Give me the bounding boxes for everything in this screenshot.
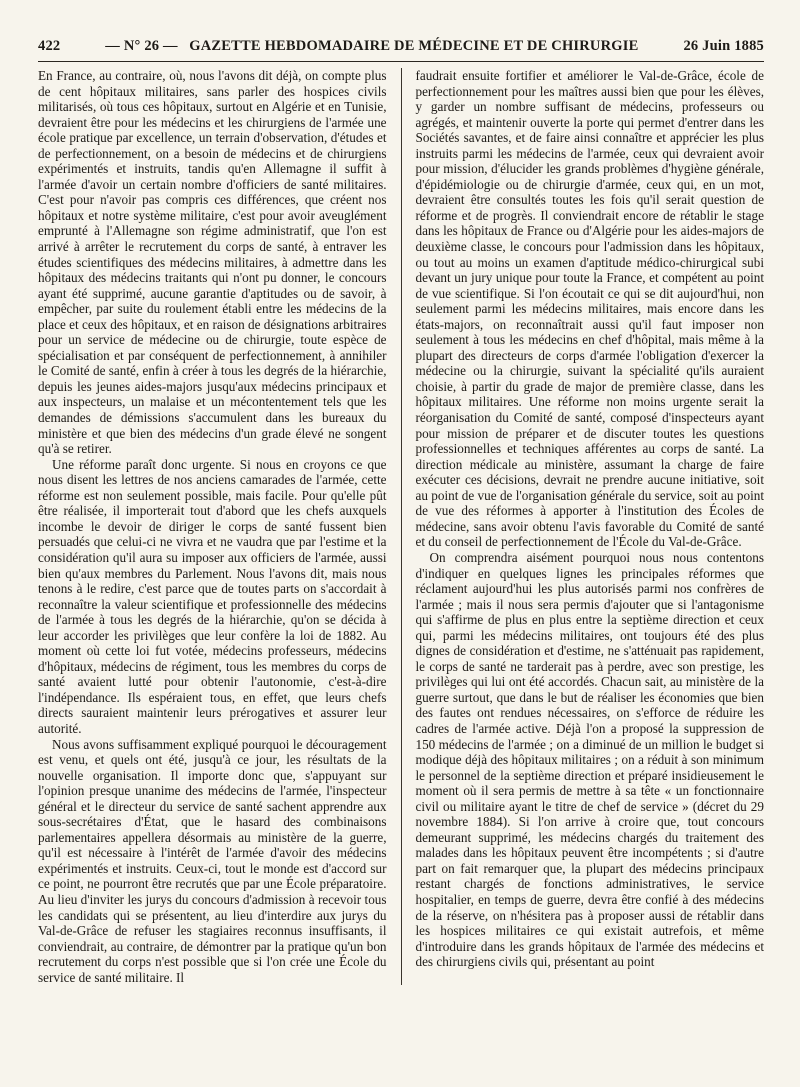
header-rule bbox=[38, 61, 764, 62]
paragraph: Nous avons suffisamment expliqué pourquoi le découragement est venu, et quels ont été, jusqu'à ce jour, les résultats de la nouvelle organisation. Il importe donc que, s'appuyant sur l'opinion presque unanime des médecins de l'armée, l'inspecteur général et le directeur du service de santé sachent apprendre aux sous-secrétaires d'État, que le hasard des combinaisons parlementaires appellera désormais au ministère de la guerre, qu'il est nécessaire à l'intérêt de l'armée d'avoir des médecins expérimentés et instruits. Ceux-ci, tout le monde est d'accord sur ce point, ne pourront être recrutés que par une École préparatoire. Au lieu d'inviter les jurys du concours d'admission à recevoir tous les candidats qui se présentent, au lieu d'interdire aux jurys du Val-de-Grâce de refuser les stagiaires reconnus insuffisants, il conviendrait, au contraire, de démontrer par la pratique qu'un bon recrutement du corps n'est possible que si l'on crée une École du service de santé militaire. Il bbox=[38, 736, 387, 985]
paragraph: En France, au contraire, où, nous l'avons dit déjà, on compte plus de cent hôpitaux militaires, sans parler des hospices civils militarisés, où tous ces hôpitaux, surtout en Algérie et en Tunisie, devraient être pour les médecins et les chirurgiens de l'armée une école pratique par excellence, un terrain d'observation, d'études et de perfectionnement, on a besoin de médecins et de chirurgiens expérimentés et instruits, tandis qu'en Allemagne il suffit à l'armée d'avoir un certain nombre d'officiers de santé militaires. C'est pour n'avoir pas compris ces différences, que créent nos hôpitaux et notre système militaire, c'est pour avoir aveuglément emprunté à l'Allemagne son régime administratif, que l'on est arrivé à arrêter le recrutement du corps de santé, à entraver les études scientifiques des médecins militaires, à admettre dans les hôpitaux des médecins traitants qui n'ont pu donner, le concours ayant été supprimé, aucune garantie d'aptitudes ou de savoir, à empêcher, par suite du roulement établi entre les médecins de la place et ceux des hôpitaux, et en raison de désignations arbitraires pour un service de médecine ou de chirurgie, toute espèce de spécialisation et par conséquent de perfectionnement, à annihiler le Comité de santé, enfin à créer à tous les degrés de la hiérarchie, depuis les jeunes aides-majors jusqu'aux médecins principaux et aux inspecteurs, un malaise et un mécontentement tels que les demandes de démissions s'accumulent dans les bureaux du ministère et que bien des médecins d'un grade élevé ne songent qu'à se retirer. bbox=[38, 68, 387, 457]
left-column bbox=[38, 68, 387, 985]
paragraph: On comprendra aisément pourquoi nous nous contentons d'indiquer en quelques lignes les principales réformes que réclament aujourd'hui les plus autorisés parmi nos confrères de l'armée ; mais il nous sera permis d'ajouter que si l'antagonisme qui s'affirme de plus en plus entre la septième direction et ceux qui, parmi les médecins militaires, ont toujours été des plus dignes de considération et d'estime, ne s'atténuait pas rapidement, le corps de santé ne tarderait pas à perdre, avec son prestige, les privilèges qui lui ont été accordés. Chacun sait, au ministère de la guerre surtout, que dans le but de réaliser les économies que bien des fautes ont rendues nécessaires, on s'efforce de réduire les cadres de l'armée active. Déjà l'on a proposé la suppression de 150 médecins de l'armée ; on a diminué de un million le budget si modique déjà des hôpitaux militaires ; on a réduit à son minimum le personnel de la septième direction et préparé insidieusement le moment où il sera permis de mettre à sa tête « un fonctionnaire civil ou militaire ayant le titre de chef de service » (décret du 29 novembre 1884). Si l'on arrive à croire que, tout concours demeurant supprimé, les médecins chargés du traitement des malades dans les hôpitaux peuvent être incompétents ; si d'autre part on fait remarquer que, la plupart des médecins principaux restant chargés de fonctions administratives, le service hospitalier, en temps de guerre, devra être confié à des médecins de la réserve, on n'hésitera pas à proposer aussi de rétablir dans les hospices militaires ce qui existait autrefois, et même d'introduire dans les grands hôpitaux de l'armée des médecins et des chirurgiens civils qui, présentant au point bbox=[415, 549, 764, 970]
text-columns bbox=[38, 68, 764, 985]
page-number: 422 bbox=[38, 38, 61, 54]
journal-title: GAZETTE HEBDOMADAIRE DE MÉDECINE ET DE CHIRURGIE bbox=[189, 38, 639, 54]
running-title bbox=[60, 38, 683, 55]
column-divider bbox=[401, 68, 402, 985]
page-header bbox=[38, 38, 764, 58]
right-column bbox=[415, 68, 764, 985]
issue-date: 26 Juin 1885 bbox=[683, 38, 764, 54]
paragraph: Une réforme paraît donc urgente. Si nous en croyons ce que nous disent les lettres de nos anciens camarades de l'armée, cette réforme est non seulement possible, mais facile. Pour qu'elle pût être réalisée, il importerait tout d'abord que les chefs auxquels incombe le devoir de diriger le corps de santé fussent bien persuadés que celui-ci ne vivra et ne vaudra que par l'estime et la considération qu'il aura su imposer aux officiers de l'armée, aussi bien qu'aux membres du Parlement. Nous l'avons dit, mais nous tenons à le redire, c'est parce que de toutes parts on s'accordait à reconnaître la valeur scientifique et professionnelle des médecins de l'armée à tous les degrés de la hiérarchie, qu'on se décida à leur accorder les privilèges que leur confère la loi de 1882. Au moment où cette loi fut votée, médecins professeurs, médecins d'hôpitaux, médecins de régiment, tous les membres du corps de santé avaient lutté pour obtenir l'autonomie, c'est-à-dire l'indépendance. Ils espéraient tous, en effet, que leurs chefs directs sauraient maintenir leurs prérogatives et assurer leur autorité. bbox=[38, 456, 387, 736]
paragraph: faudrait ensuite fortifier et améliorer le Val-de-Grâce, école de perfectionnement pour les maîtres aussi bien que pour les élèves, y garder un nombre suffisant de médecins, professeurs ou agrégés, et maintenir ouverte la porte qui permet d'entrer dans les Sociétés savantes, et de faire ainsi connaître et apprécier les plus instruits parmi les médecins de l'armée, ceux qui devraient avoir pour mission, d'élucider les grands problèmes d'hygiène générale, d'épidémiologie ou de chirurgie d'armée, ceux qui, en un mot, devraient être consultés toutes les fois qu'il serait question de réforme et de progrès. Il conviendrait encore de rétablir le stage dans les hôpitaux de France ou d'Algérie pour les aides-majors de deuxième classe, le concours pour l'admission dans les hôpitaux, ou tout au moins un examen d'aptitude médico-chirurgical subi devant un jury unique pour toute la France, et compétent au point de vue scientifique. Si l'on écoutait ce qui se dit aujourd'hui, non seulement parmi les médecins militaires, mais encore dans les états-majors, on reconnaîtrait aussi qu'il faut imposer non seulement à tous les médecins en chef d'hôpital, mais même à la plupart des directeurs de corps d'armée l'obligation d'exercer la médecine ou la chirurgie, suivant la spécialité qu'ils auraient choisie, à partir du grade de major de première classe, dans les hôpitaux militaires. Une réforme non moins urgente serait la réorganisation du Comité de santé, composé d'inspecteurs ayant pour mission de préparer et de discuter toutes les questions professionnelles et techniques afférentes au corps de santé. La direction médicale au ministère, assumant la charge de faire exécuter ces décisions, devrait ne prendre aucune initiative, soit au point de vue de l'organisation générale du service, soit au point de vue des réformes à apporter à l'institution des Écoles de médecine, sans avoir obtenu l'avis favorable du Comité de santé et du conseil de perfectionnement de l'École du Val-de-Grâce. bbox=[415, 68, 764, 550]
issue-number: — N° 26 — bbox=[105, 38, 178, 54]
